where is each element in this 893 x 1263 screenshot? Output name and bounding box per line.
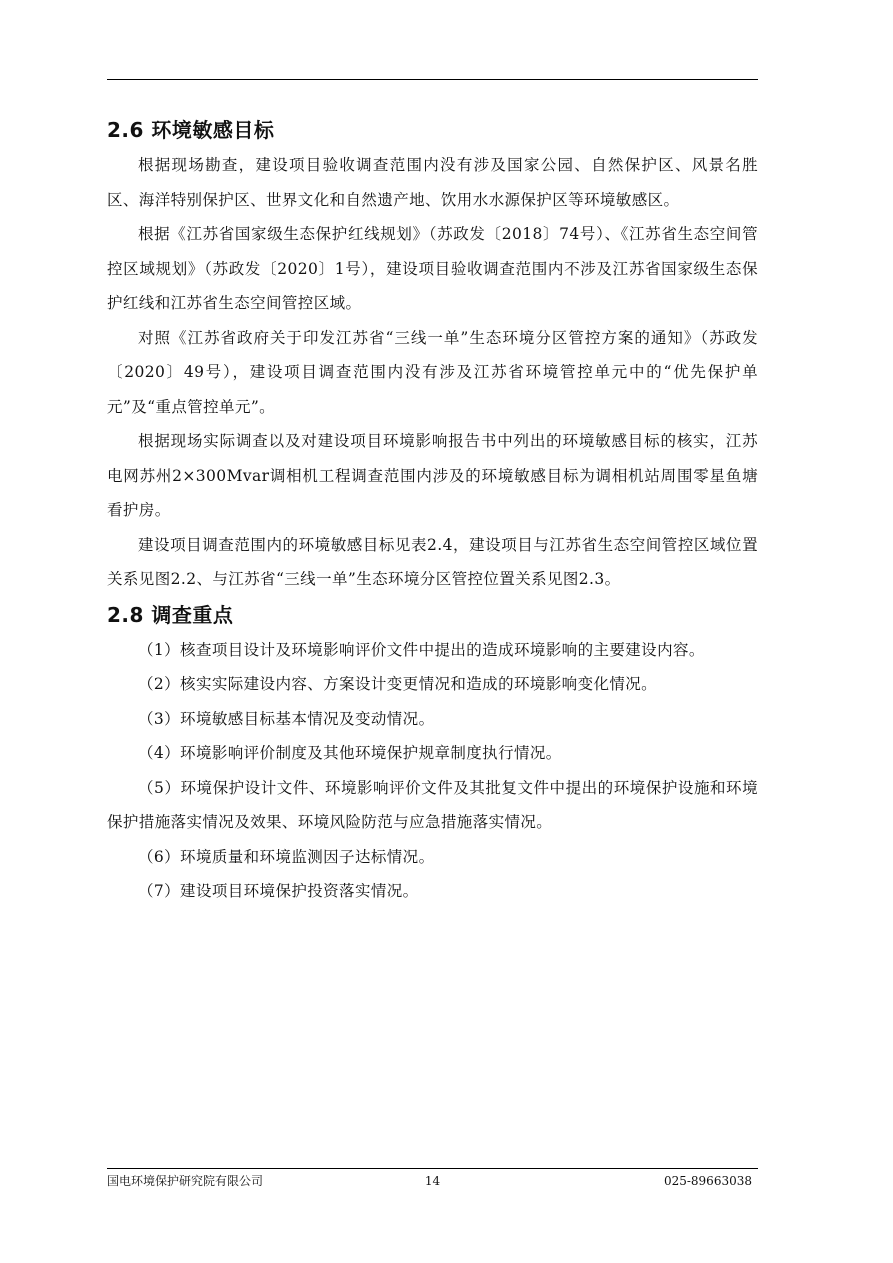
paragraph: 对照《江苏省政府关于印发江苏省“三线一单”生态环境分区管控方案的通知》（苏政发〔2020〕49号），建设项目调查范围内没有涉及江苏省环境管控单元中的“优先保护单元”及“重点管控单元”。 [107,328,758,416]
footer-phone: 025-89663038 [663,1174,752,1188]
list-item: （2）核实实际建设内容、方案设计变更情况和造成的环境影响变化情况。 [138,675,658,693]
footer-rule [107,1168,758,1169]
paragraph: 建设项目调查范围内的环境敏感目标见表2.4，建设项目与江苏省生态空间管控区域位置关系见图2.2、与江苏省“三线一单”生态环境分区管控位置关系见图2.3。 [107,535,758,588]
paragraph: 根据《江苏省国家级生态保护红线规划》（苏政发〔2018〕74号）、《江苏省生态空间管控区域规划》（苏政发〔2020〕1号），建设项目验收调查范围内不涉及江苏省国家级生态保护红线和江苏省生态空间管控区域。 [107,225,758,312]
header-rule [107,79,758,80]
list-item: （7）建设项目环境保护投资落实情况。 [138,882,419,900]
section-heading-2-8: 2.8 调查重点 [107,602,234,627]
section-heading-2-6: 2.6 环境敏感目标 [107,118,275,142]
paragraph: 根据现场勘查，建设项目验收调查范围内没有涉及国家公园、自然保护区、风景名胜区、海洋特别保护区、世界文化和自然遗产地、饮用水水源保护区等环境敏感区。 [107,156,758,209]
list-item: （5）环境保护设计文件、环境影响评价文件及其批复文件中提出的环境保护设施和环境保护措施落实情况及效果、环境风险防范与应急措施落实情况。 [107,778,758,831]
footer-organization: 国电环境保护研究院有限公司 [107,1174,264,1188]
paragraph: 根据现场实际调查以及对建设项目环境影响报告书中列出的环境敏感目标的核实，江苏电网苏州2×300Mvar调相机工程调查范围内涉及的环境敏感目标为调相机站周围零星鱼塘看护房。 [107,432,758,519]
list-item: （6）环境质量和环境监测因子达标情况。 [138,847,435,866]
page-content [107,112,758,909]
list-item: （4）环境影响评价制度及其他环境保护规章制度执行情况。 [138,744,562,762]
page-number: 14 [424,1174,441,1188]
list-item: （3）环境敏感目标基本情况及变动情况。 [138,709,435,728]
page-footer [107,1172,758,1192]
list-item: （1）核查项目设计及环境影响评价文件中提出的造成环境影响的主要建设内容。 [138,640,705,659]
